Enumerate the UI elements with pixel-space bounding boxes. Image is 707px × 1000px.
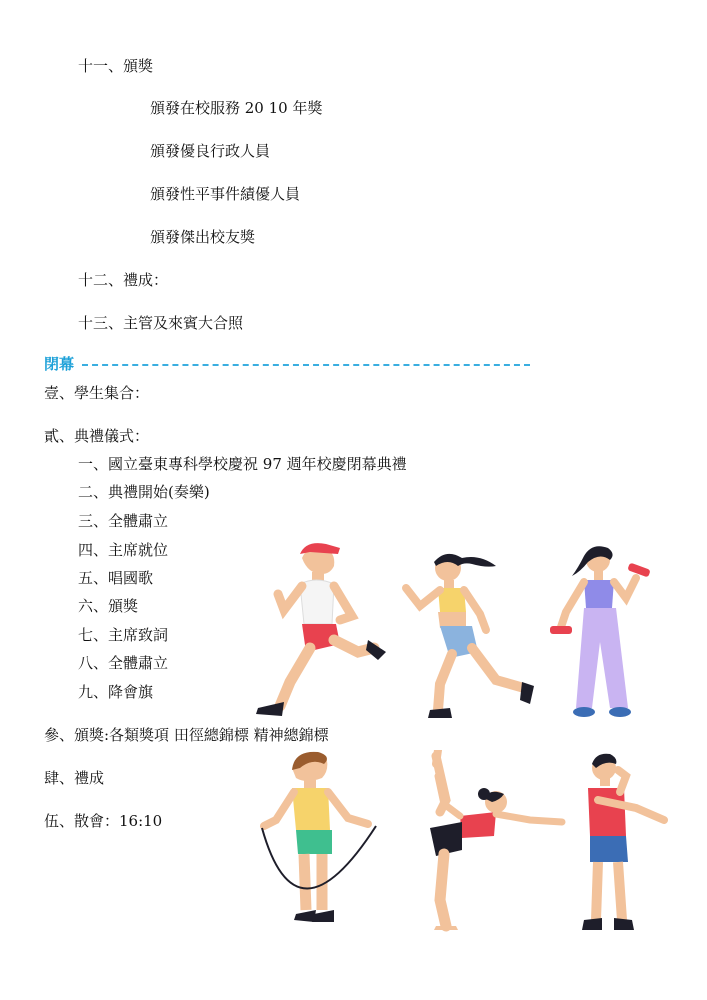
stretching-man-icon	[570, 752, 670, 934]
closing-title: 閉幕	[44, 355, 75, 373]
runner-woman-icon	[400, 548, 540, 720]
end-line: 肆、禮成	[44, 769, 105, 787]
ceremony-step: 四、主席就位	[78, 541, 169, 559]
award-item: 頒發性平事件績優人員	[150, 185, 301, 203]
award-item: 頒發優良行政人員	[150, 142, 271, 160]
section-13-heading: 十三、主管及來賓大合照	[78, 314, 244, 332]
awards-line: 參、頒獎:各類獎項 田徑總錦標 精神總錦標	[44, 726, 329, 744]
ceremony-step: 六、頒獎	[78, 597, 139, 615]
section-11-heading: 十一、頒獎	[78, 57, 154, 75]
award-item: 頒發傑出校友獎	[150, 228, 256, 246]
ceremony-step: 七、主席致詞	[78, 626, 169, 644]
ceremony-step: 三、全體肅立	[78, 512, 169, 530]
ceremony-step: 二、典禮開始(奏樂)	[78, 483, 210, 501]
assembly-line: 壹、學生集合：	[44, 384, 150, 402]
yoga-woman-icon	[400, 750, 570, 932]
ceremony-step: 九、降會旗	[78, 683, 154, 701]
ceremony-step: 八、全體肅立	[78, 654, 169, 672]
ceremony-heading: 貳、典禮儀式：	[44, 427, 150, 445]
dumbbell-woman-icon	[548, 542, 658, 720]
runner-man-icon	[250, 540, 395, 722]
dismiss-line: 伍、散會：16:10	[44, 812, 163, 830]
ceremony-step: 五、唱國歌	[78, 569, 154, 587]
award-item: 頒發在校服務 20 10 年獎	[150, 99, 323, 117]
dashed-divider	[82, 364, 530, 366]
jump-rope-man-icon	[256, 750, 386, 932]
ceremony-step: 一、國立臺東專科學校慶祝 97 週年校慶閉幕典禮	[78, 455, 407, 473]
section-12-heading: 十二、禮成：	[78, 271, 169, 289]
